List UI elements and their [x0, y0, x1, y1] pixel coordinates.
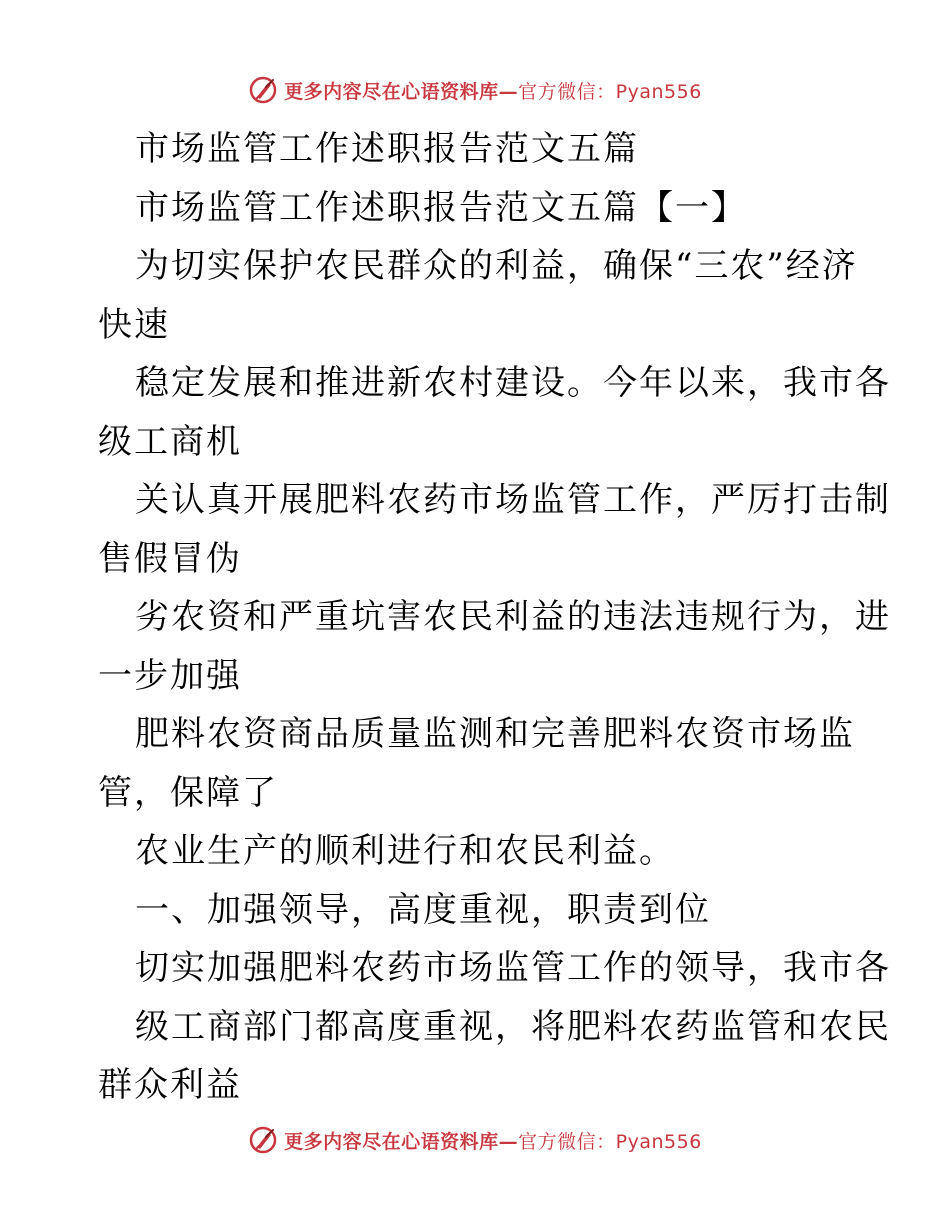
- doc-section-heading: 一、加强领导，高度重视，职责到位: [135, 889, 711, 930]
- banner-separator: —: [498, 80, 519, 103]
- banner-contact: 官方微信：Pyan556: [518, 1130, 702, 1153]
- doc-line: 切实加强肥料农药市场监管工作的领导，我市各: [135, 948, 891, 988]
- quill-pen-logo-icon: [248, 1125, 278, 1155]
- doc-line: 关认真开展肥料农药市场监管工作，严厉打击制: [135, 480, 891, 520]
- doc-line: 管，保障了: [98, 772, 278, 813]
- document-body: [98, 120, 891, 1115]
- banner-text: [284, 77, 702, 104]
- doc-line: 农业生产的顺利进行和农民利益。: [135, 831, 675, 871]
- doc-subtitle: 市场监管工作述职报告范文五篇【一】: [135, 187, 747, 228]
- doc-line: 级工商部门都高度重视，将肥料农药监管和农民: [135, 1006, 891, 1047]
- doc-line: 级工商机: [98, 421, 242, 462]
- footer-banner: [0, 1120, 950, 1160]
- header-banner: [0, 70, 950, 110]
- banner-text: [284, 1127, 702, 1154]
- doc-line: 肥料农资商品质量监测和完善肥料农资市场监: [135, 714, 855, 754]
- banner-contact: 官方微信：Pyan556: [518, 80, 702, 103]
- doc-line: 劣农资和严重坑害农民利益的违法违规行为，进: [135, 597, 891, 637]
- doc-title: 市场监管工作述职报告范文五篇: [135, 129, 639, 169]
- banner-brand: 更多内容尽在心语资料库: [284, 1130, 499, 1153]
- doc-line: 售假冒伪: [98, 538, 242, 579]
- doc-line: 稳定发展和推进新农村建设。今年以来，我市各: [135, 363, 891, 403]
- doc-line: 为切实保护农民群众的利益，确保“三农”经济: [135, 246, 858, 286]
- banner-brand: 更多内容尽在心语资料库: [284, 80, 499, 103]
- doc-line: 一步加强: [98, 655, 242, 696]
- banner-separator: —: [498, 1130, 519, 1153]
- quill-pen-logo-icon: [248, 75, 278, 105]
- doc-line: 群众利益: [98, 1065, 242, 1105]
- doc-line: 快速: [98, 304, 170, 345]
